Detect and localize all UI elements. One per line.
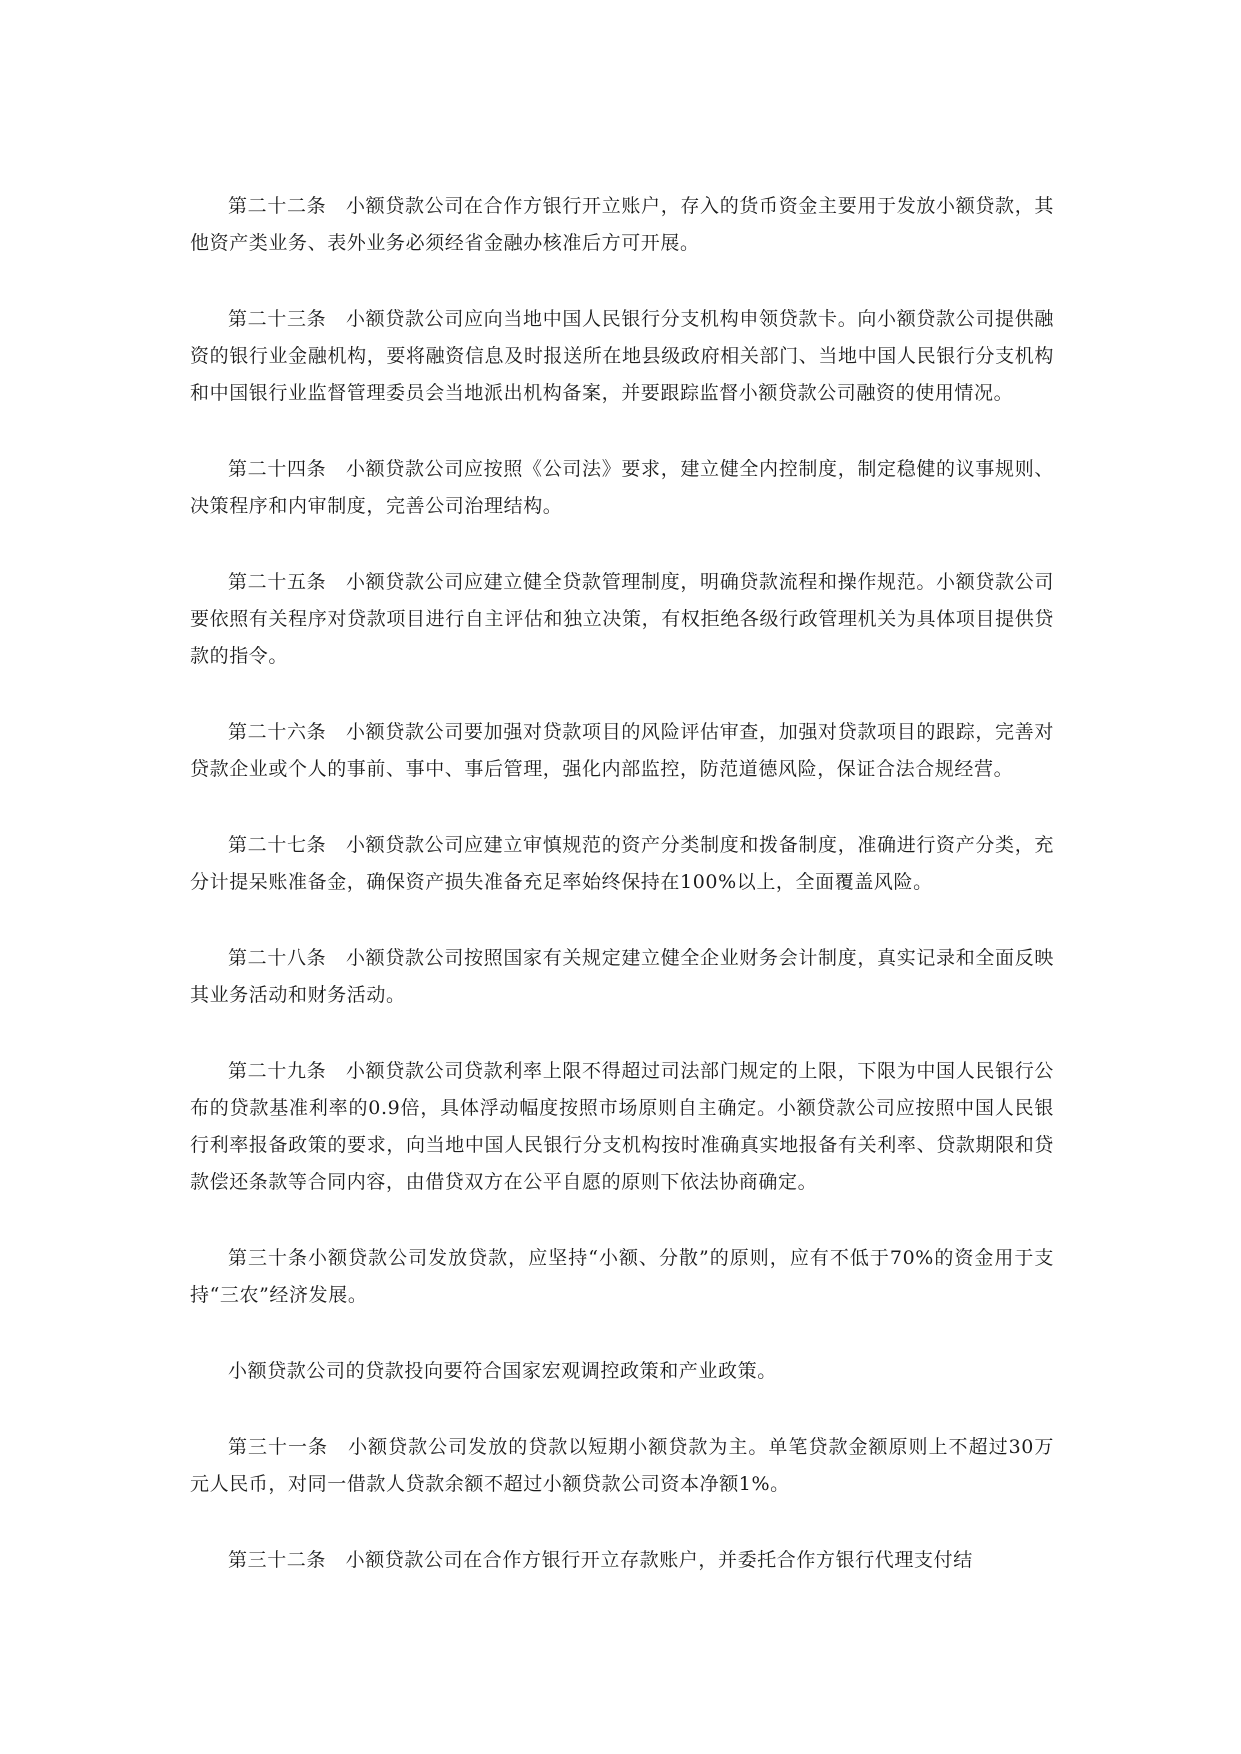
article-22-paragraph: 第二十二条 小额贷款公司在合作方银行开立账户，存入的货币资金主要用于发放小额贷款，其他资产类业务、表外业务必须经省金融办核准后方可开展。: [190, 195, 1054, 254]
article-24-paragraph: 第二十四条 小额贷款公司应按照《公司法》要求，建立健全内控制度，制定稳健的议事规则、决策程序和内审制度，完善公司治理结构。: [190, 458, 1054, 517]
article-32-paragraph: 第三十二条 小额贷款公司在合作方银行开立存款账户，并委托合作方银行代理支付结: [228, 1549, 973, 1571]
article-30-paragraph: 第三十条小额贷款公司发放贷款，应坚持“小额、分散”的原则，应有不低于70%的资金用于支持“三农”经济发展。: [190, 1247, 1054, 1306]
article-23-paragraph: 第二十三条 小额贷款公司应向当地中国人民银行分支机构申领贷款卡。向小额贷款公司提供融资的银行业金融机构，要将融资信息及时报送所在地县级政府相关部门、当地中国人民银行分支机构和中国银行业监督管理委员会当地派出机构备案，并要跟踪监督小额贷款公司融资的使用情况。: [190, 308, 1054, 404]
article-27-paragraph: 第二十七条 小额贷款公司应建立审慎规范的资产分类制度和拨备制度，准确进行资产分类，充分计提呆账准备金，确保资产损失准备充足率始终保持在100%以上，全面覆盖风险。: [190, 834, 1054, 893]
article-31-paragraph: 第三十一条 小额贷款公司发放的贷款以短期小额贷款为主。单笔贷款金额原则上不超过30万元人民币，对同一借款人贷款余额不超过小额贷款公司资本净额1%。: [190, 1436, 1054, 1495]
article-28-paragraph: 第二十八条 小额贷款公司按照国家有关规定建立健全企业财务会计制度，真实记录和全面反映其业务活动和财务活动。: [190, 947, 1054, 1006]
document-body: [190, 188, 1054, 1579]
article-25-paragraph: 第二十五条 小额贷款公司应建立健全贷款管理制度，明确贷款流程和操作规范。小额贷款公司要依照有关程序对贷款项目进行自主评估和独立决策，有权拒绝各级行政管理机关为具体项目提供贷款的指令。: [190, 571, 1054, 667]
article-30-continuation-paragraph: 小额贷款公司的贷款投向要符合国家宏观调控政策和产业政策。: [228, 1360, 777, 1382]
article-26-paragraph: 第二十六条 小额贷款公司要加强对贷款项目的风险评估审查，加强对贷款项目的跟踪，完善对贷款企业或个人的事前、事中、事后管理，强化内部监控，防范道德风险，保证合法合规经营。: [190, 721, 1054, 780]
article-29-paragraph: 第二十九条 小额贷款公司贷款利率上限不得超过司法部门规定的上限，下限为中国人民银行公布的贷款基准利率的0.9倍，具体浮动幅度按照市场原则自主确定。小额贷款公司应按照中国人民银行利率报备政策的要求，向当地中国人民银行分支机构按时准确真实地报备有关利率、贷款期限和贷款偿还条款等合同内容，由借贷双方在公平自愿的原则下依法协商确定。: [190, 1060, 1054, 1193]
